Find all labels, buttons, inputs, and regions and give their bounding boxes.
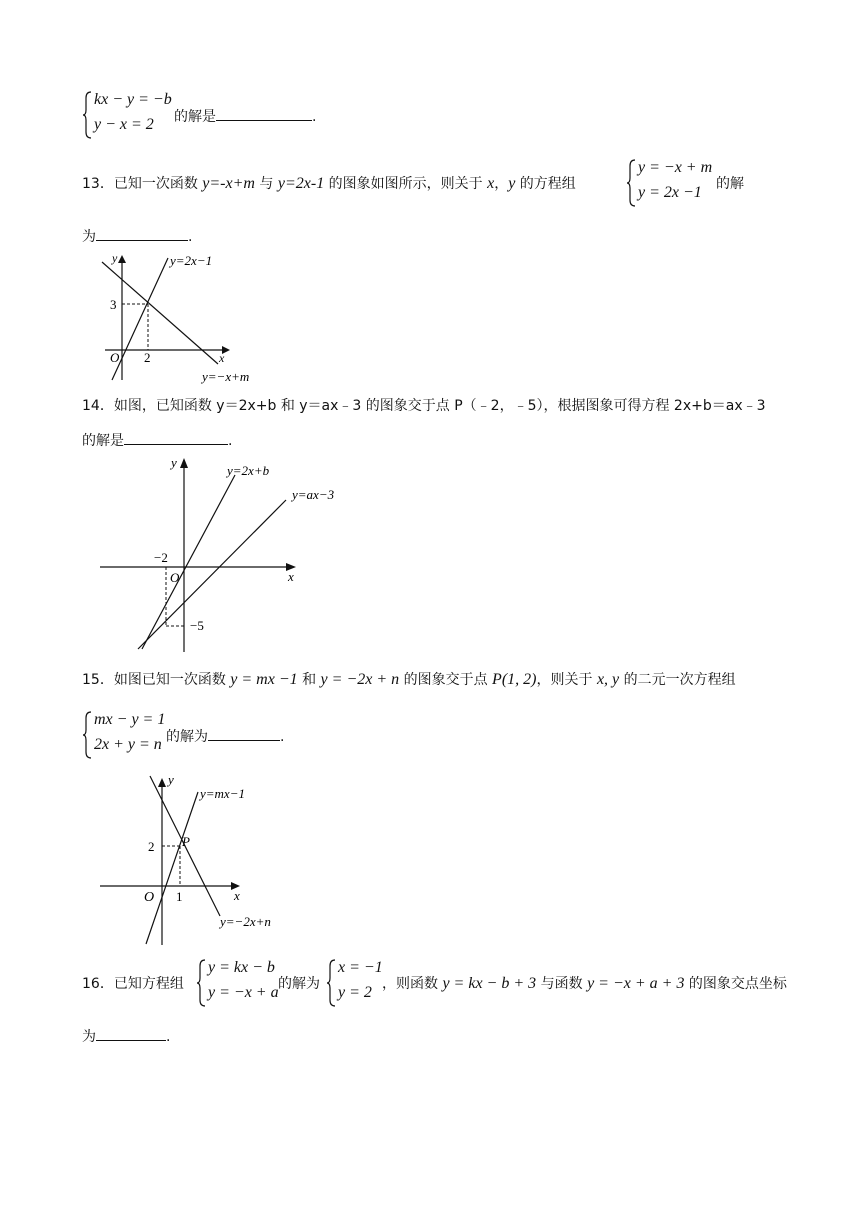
q12-system-row-1: kx − y = −b	[94, 91, 172, 108]
q14-answer-blank[interactable]	[124, 430, 228, 445]
y-axis-arrow-icon	[180, 458, 188, 468]
tick-label-1: 1	[176, 889, 183, 904]
x-axis-label: x	[234, 888, 240, 903]
label-line-1: y=2x−1	[170, 253, 213, 268]
y-axis-label: y	[171, 455, 177, 470]
tick-label-neg2: −2	[154, 550, 168, 565]
q16-system-row-2: y = −x + a	[208, 984, 279, 1001]
q12-period: .	[312, 109, 317, 125]
q13-text-d: 的方程组	[515, 176, 576, 192]
q15-system-row-1: mx − y = 1	[94, 711, 166, 728]
y-axis-label: y	[112, 251, 118, 265]
q15-vars: x, y	[596, 671, 620, 688]
label-line-2: y=−x+m	[202, 369, 250, 384]
q13-question-line	[82, 174, 576, 194]
point-p-label: P	[182, 834, 190, 849]
q14-line2-text: 的解是	[82, 433, 124, 449]
q13-answer-line	[82, 226, 192, 247]
q16-text-d: 与函数	[536, 976, 588, 992]
line-ax-minus-3	[138, 500, 286, 649]
q13-line2-text: 为	[82, 229, 96, 245]
q13-text-e: 的解	[716, 176, 744, 192]
q15-function-1: y = mx −1	[230, 671, 298, 688]
label-line-1: y=2x+b	[227, 463, 270, 478]
q16-solution-row-2: y = 2	[338, 984, 372, 1001]
q13-function-1: y=-x+m	[202, 175, 255, 192]
q14-answer-line	[82, 430, 232, 451]
q13-number: 13．	[82, 176, 114, 192]
q14-graph	[100, 452, 360, 657]
line-mx-minus-1	[146, 792, 198, 944]
label-line-2: y=ax−3	[292, 487, 335, 502]
q13-period: .	[188, 229, 193, 245]
q16-number-line	[82, 974, 184, 994]
q13-function-2: y=2x-1	[277, 175, 325, 192]
left-brace-icon	[626, 158, 636, 208]
q14-number: 14．	[82, 398, 114, 414]
q12-system-row-2: y − x = 2	[94, 116, 154, 133]
q12-answer-line	[174, 106, 316, 127]
q16-text-b: 的解为	[278, 976, 320, 992]
left-brace-icon	[196, 958, 206, 1008]
y-axis-arrow-icon	[118, 255, 126, 263]
tick-label-neg5: −5	[190, 618, 204, 633]
q15-graph	[100, 770, 300, 950]
tick-label-3: 3	[110, 297, 117, 312]
q16-text-a: 已知方程组	[113, 976, 184, 992]
q16-period: .	[166, 1029, 171, 1045]
q15-function-2: y = −2x + n	[320, 671, 400, 688]
q15-text-d: ，则关于	[536, 672, 597, 688]
origin-label: O	[110, 350, 120, 365]
q12-answer-blank[interactable]	[216, 106, 312, 121]
q16-solution-row-1: x = −1	[338, 959, 383, 976]
q16-answer-blank[interactable]	[96, 1026, 166, 1041]
q12-tail-text: 的解是	[174, 109, 216, 125]
q13-answer-blank[interactable]	[96, 226, 188, 241]
left-brace-icon	[82, 90, 92, 140]
q15-text-b: 和	[297, 672, 321, 688]
q15-text-a: 如图已知一次函数	[113, 672, 231, 688]
y-axis-label: y	[168, 772, 174, 787]
q15-tail-text: 的解为	[166, 729, 208, 745]
q13-system-row-2: y = 2x −1	[638, 184, 702, 201]
tick-label-2: 2	[144, 350, 151, 365]
q16-number: 16．	[82, 976, 114, 992]
q15-answer-line	[166, 726, 284, 747]
q15-period: .	[280, 729, 285, 745]
label-line-2: y=−2x+n	[220, 914, 271, 929]
q16-answer-line	[82, 1026, 170, 1047]
q16-line2-text: 为	[82, 1029, 96, 1045]
q14-text: 如图，已知函数 y＝2x+b 和 y＝ax﹣3 的图象交于点 P（﹣2，﹣5），根据图象可得方程 2x+b＝ax﹣3	[113, 398, 766, 414]
label-line-1: y=mx−1	[200, 786, 245, 801]
line-2x-minus-1	[112, 258, 168, 380]
q13-equation-system	[626, 158, 716, 208]
origin-label: O	[170, 570, 180, 585]
q13-comma: ，	[494, 176, 509, 192]
origin-label: O	[144, 890, 155, 905]
q15-point: P(1, 2)	[492, 671, 537, 688]
q13-text-b: 与	[254, 176, 278, 192]
tick-label-2: 2	[148, 839, 155, 854]
left-brace-icon	[326, 958, 336, 1008]
q13-graph	[100, 250, 260, 390]
q15-answer-blank[interactable]	[208, 726, 280, 741]
q15-question-line	[82, 670, 736, 690]
q12-equation-system	[82, 90, 172, 140]
x-axis-label: x	[288, 569, 294, 584]
q13-var-y: y	[508, 175, 516, 192]
q16-function-1: y = kx − b + 3	[442, 975, 537, 992]
left-brace-icon	[82, 710, 92, 760]
q16-equation-system	[196, 958, 278, 1008]
q14-question-line	[82, 396, 766, 416]
q14-period: .	[228, 433, 233, 449]
x-axis-label: x	[219, 351, 225, 365]
y-axis-arrow-icon	[158, 778, 166, 787]
q13-var-x: x	[487, 175, 495, 192]
q13-system-row-1: y = −x + m	[638, 159, 713, 176]
q15-number: 15．	[82, 672, 114, 688]
q15-system-row-2: 2x + y = n	[94, 736, 162, 753]
q16-text-c: ，则函数	[382, 976, 443, 992]
q16-question-rest	[382, 974, 787, 994]
q16-function-2: y = −x + a + 3	[587, 975, 685, 992]
q16-system-row-1: y = kx − b	[208, 959, 275, 976]
q15-equation-system	[82, 710, 172, 760]
q15-text-c: 的图象交于点	[399, 672, 493, 688]
q16-solution-system	[326, 958, 388, 1008]
q13-text-c: 的图象如图所示，则关于	[324, 176, 488, 192]
q15-text-e: 的二元一次方程组	[619, 672, 736, 688]
line-neg-x-plus-m	[102, 262, 218, 364]
q13-text-a: 已知一次函数	[113, 176, 203, 192]
q16-text-e: 的图象交点坐标	[684, 976, 787, 992]
